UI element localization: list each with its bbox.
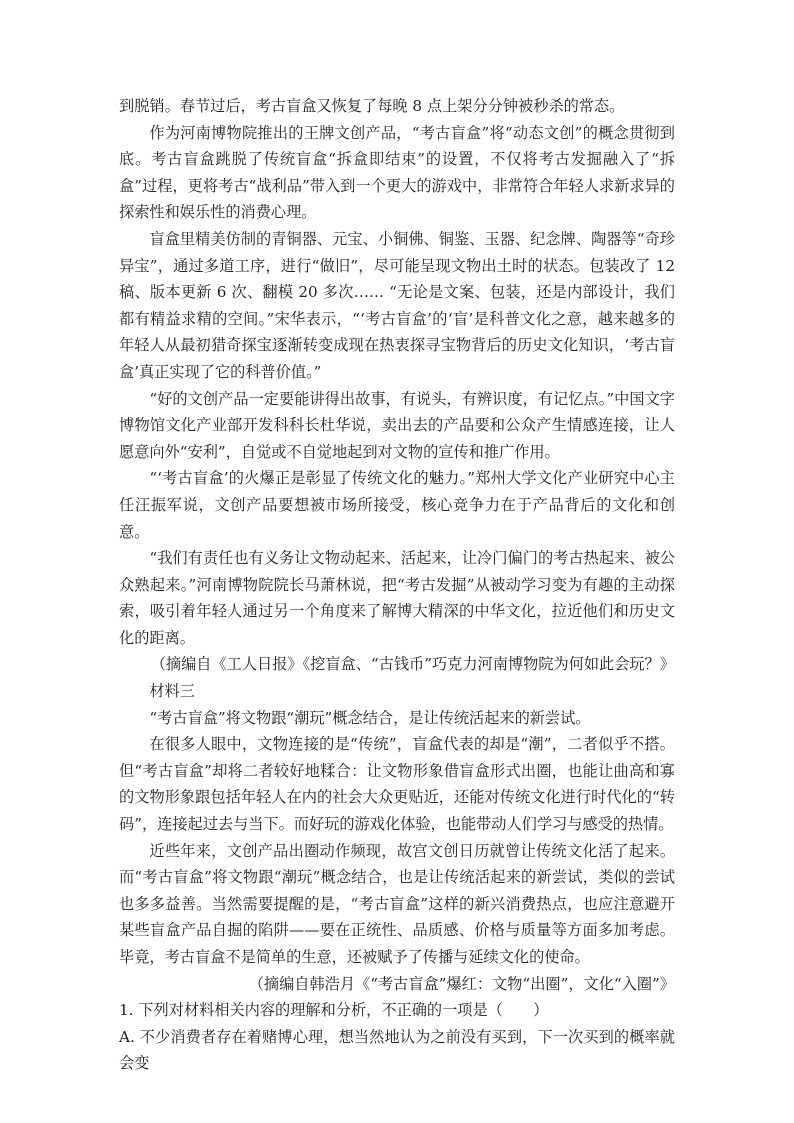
paragraph: “考古盲盒”将文物跟“潮玩”概念结合，是让传统活起来的新尝试。	[149, 708, 591, 727]
paragraph: 在很多人眼中，文物连接的是“传统”，盲盒代表的却是“潮”，二者似乎不搭。但“考古盲盒”却将二者较好地糅合：让文物形象借盲盒形式出圈，也能让曲高和寡的文物形象跟包括年轻人在内的社会大众更贴近，还能对传统文化进行时代化的“转码”，连接起过去与当下。而好玩的游戏化体验，也能带动人们学习与感受的热情。	[119, 735, 675, 834]
paragraph: “我们有责任也有义务让文物动起来、活起来，让冷门偏门的考古热起来、被公众熟起来。”河南博物院院长马萧林说，把“考古发掘”从被动学习变为有趣的主动探索，吸引着年轻人通过另一个角度来了解博大精深的中华文化，拉近他们和历史文化的距离。	[119, 549, 675, 647]
section-heading: 材料三	[149, 682, 195, 701]
paragraph: 盲盒里精美仿制的青铜器、元宝、小铜佛、铜鉴、玉器、纪念牌、陶器等“奇珍异宝”，通过多道工序，进行“做旧”，尽可能呈现文物出土时的状态。包装改了 12 稿、版本更新 6 次、翻模 20 多次…… “无论是文案、包装，还是内部设计，我们都有精益求精的空间。”宋华表示，“‘考古盲盒’的‘盲’是科普文化之意，越来越多的年轻人从最初猎奇探宝逐渐转变成现在热衷探寻宝物背后的历史文化知识，‘考古盲盒’真正实现了它的科普价值。”	[119, 229, 675, 381]
question-option-a: A. 不少消费者存在着赌博心理，想当然地认为之前没有买到，下一次买到的概率就会变	[119, 1027, 675, 1073]
source-citation: （摘编自韩浩月《“考古盲盒”爆红：文物“出圈”，文化“入圈”》	[248, 974, 675, 993]
paragraph: 作为河南博物院推出的王牌文创产品，“考古盲盒”将“动态文创”的概念贯彻到底。考古盲盒跳脱了传统盲盒“拆盒即结束”的设置，不仅将考古发掘融入了“拆盒”过程，更将考古“战利品”带入到一个更大的游戏中，非常符合年轻人求新求异的探索性和娱乐性的消费心理。	[119, 123, 675, 222]
source-citation: （摘编自《工人日报》《挖盲盒、“古钱币”巧克力河南博物院为何如此会玩？》	[150, 655, 675, 674]
question-stem: 1. 下列对材料相关内容的理解和分析，不正确的一项是（ ）	[119, 1001, 549, 1020]
paragraph-continuation: 到脱销。春节过后，考古盲盒又恢复了每晚 8 点上架分分钟被秒杀的常态。	[119, 97, 625, 115]
paragraph: 近些年来，文创产品出圈动作频现，故宫文创日历就曾让传统文化活了起来。而“考古盲盒”将文物跟“潮玩”概念结合，也是让传统活起来的新尝试，类似的尝试也多多益善。当然需要提醒的是，“考古盲盒”这样的新兴消费热点，也应注意避开某些盲盒产品自掘的陷阱——要在正统性、品质感、价格与质量等方面多加考虑。毕竟，考古盲盒不是简单的生意，还被赋予了传播与延续文化的使命。	[119, 841, 675, 966]
paragraph: “好的文创产品一定要能讲得出故事，有说头，有辨识度，有记忆点。”中国文字博物馆文化产业部开发科科长杜华说，卖出去的产品要和公众产生情感连接，让人愿意向外“安利”，自觉或不自觉地起到对文物的宣传和推广作用。	[119, 389, 675, 461]
paragraph: “‘考古盲盒’的火爆正是彰显了传统文化的魅力。”郑州大学文化产业研究中心主任汪振军说，文创产品要想被市场所接受，核心竞争力在于产品背后的文化和创意。	[119, 469, 675, 541]
article-body	[119, 93, 675, 1077]
